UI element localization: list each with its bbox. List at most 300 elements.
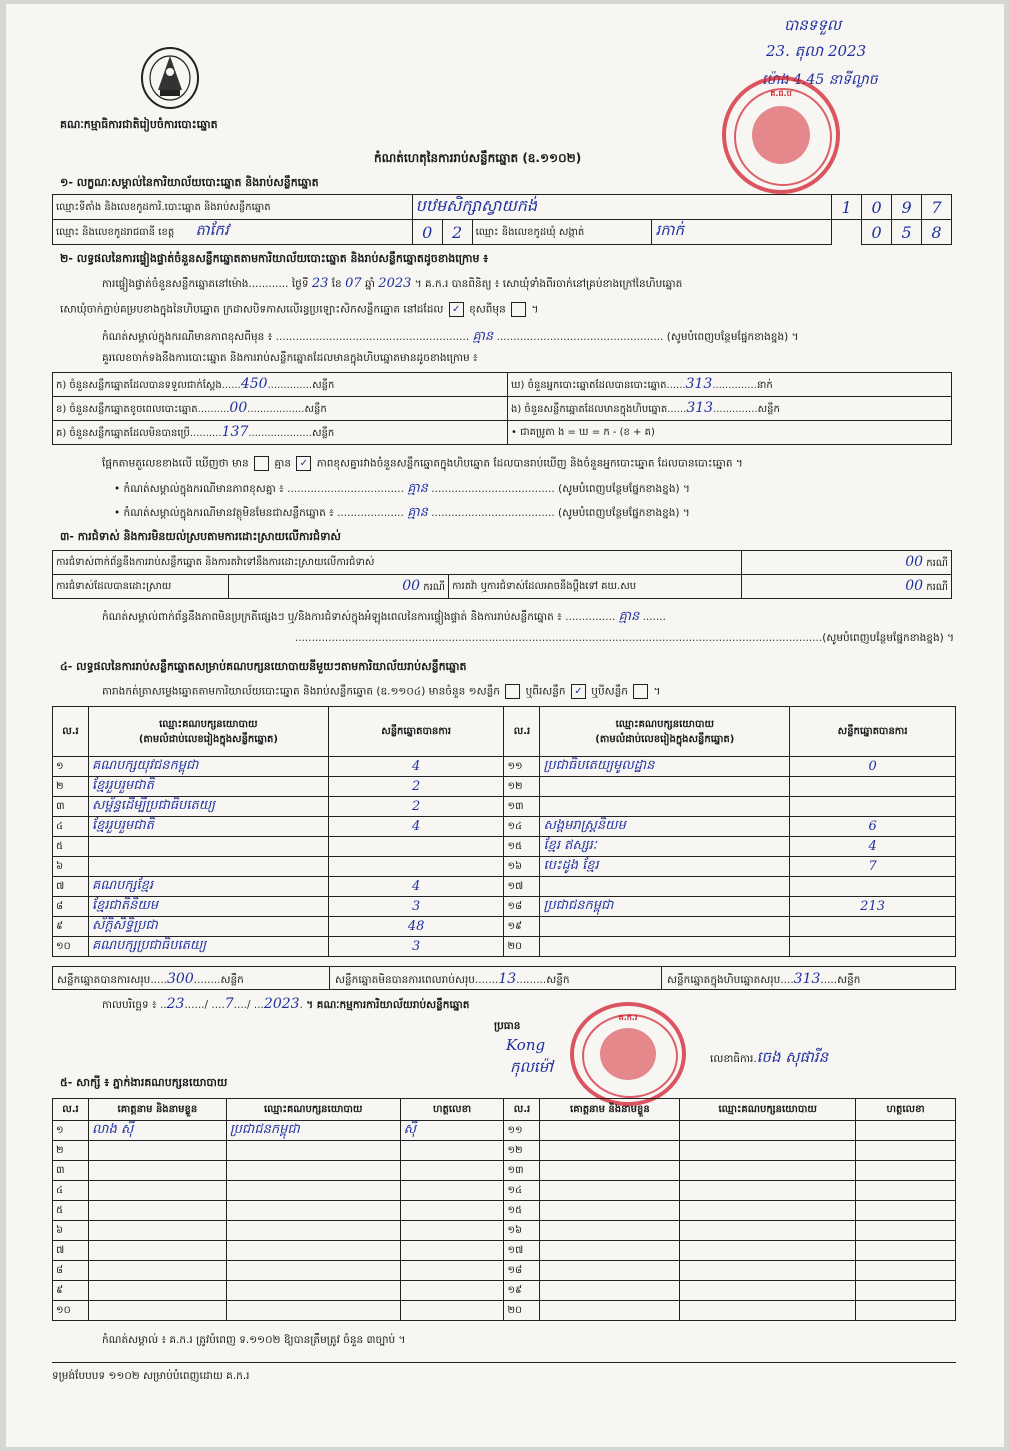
witness-signature: [856, 1281, 956, 1301]
party-row: [53, 937, 956, 957]
receipt-time: ម៉ោង 4.45 នាទីល្ងាច: [762, 72, 878, 88]
one-sheet-checkbox[interactable]: [505, 684, 520, 699]
row-number: ៣: [53, 1161, 89, 1181]
secretary-line: [710, 1048, 828, 1070]
party-name: ខ្មែរជាតិនិយម: [88, 897, 328, 917]
witness-party: [226, 1241, 400, 1261]
row-number: ១៤: [504, 1181, 540, 1201]
difference-check-line: [102, 456, 743, 473]
col-party: ឈ្មោះគណបក្សនយោបាយ: [159, 718, 258, 730]
party-name: ប្រជាជនកម្ពុជា: [540, 897, 790, 917]
nec-logo-icon: [136, 42, 204, 112]
party-name: ខ្មែររួបរួមជាតិ: [88, 777, 328, 797]
witness-signature: [856, 1121, 956, 1141]
receipt-line1: បានទទួល: [784, 16, 842, 34]
witness-signature: [400, 1161, 504, 1181]
party-row: [53, 857, 956, 877]
row-number: ១៨: [504, 1261, 540, 1281]
month-label: ខែ: [331, 278, 342, 290]
appeal-value: 00: [905, 578, 924, 594]
party-votes: [790, 777, 956, 797]
witness-party: [226, 1141, 400, 1161]
witness-row: [53, 1241, 956, 1261]
difference-note-line: កំណត់សម្គាល់ក្នុងករណីមានភាពខុសពីមុន ៖ .......................................................... គ្មាន .................................................. (សូមបំពេញបន្ថែមផ្នែកខាងខ្នង) ។: [102, 329, 799, 344]
row-number: ១៨: [504, 897, 540, 917]
col-party-sub: (តាមលំដាប់លេខរៀងក្នុងសន្លឹកឆ្នោត): [138, 733, 278, 745]
commune-value: រកាក់: [655, 221, 685, 239]
witness-party: [680, 1181, 856, 1201]
row-number: ១៤: [504, 817, 540, 837]
witness-name: [540, 1201, 680, 1221]
row-number: ១៩: [504, 917, 540, 937]
document-page: [6, 4, 1004, 1447]
total-invalid-label: សន្លឹកឆ្នោតមិនបានការពេលរាប់សរុប: [335, 974, 475, 986]
row-number: ១៥: [504, 837, 540, 857]
witness-party: [226, 1161, 400, 1181]
row-number: ១២: [504, 777, 540, 797]
case-label: ករណី: [926, 582, 948, 593]
party-votes: 213: [790, 897, 956, 917]
total-box-value: 313: [793, 971, 821, 987]
witness-signature: [856, 1161, 956, 1181]
diff-label: ខុសពីមុន: [469, 303, 506, 316]
section4-title: ៤- លទ្ធផលនៃការរាប់សន្លឹកឆ្នោតសម្រាប់គណបក្សនយោបាយនីមួយៗតាមការិយាល័យរាប់សន្លឹកឆ្នោត: [60, 660, 467, 673]
witness-footnote: កំណត់សម្គាល់ ៖ គ.ក.រ ត្រូវបំពេញ ទ.១១០២ ឱ្យបានត្រឹមត្រូវ ចំនួន ៣ច្បាប់ ។: [102, 1334, 406, 1346]
count-value: 450: [240, 376, 268, 392]
party-name: [540, 877, 790, 897]
witness-name: [540, 1181, 680, 1201]
party-name: ស័ក្តិសិទ្ធិប្រជា: [88, 917, 328, 937]
row-number: ៨: [53, 1261, 89, 1281]
party-row: [53, 797, 956, 817]
witness-row: [53, 1141, 956, 1161]
resolved-value: 00: [402, 578, 421, 594]
appeal-label: ការតវ៉ា ឬការជំទាស់ដែលអាចនឹងប្តឹងទៅ គឃ.សប: [449, 575, 742, 599]
party-name: គណបក្សខ្មែរ: [88, 877, 328, 897]
section2-title: ២- លទ្ធផលនៃការផ្ទៀងផ្ទាត់ចំនួនសន្លឹកឆ្នោតតាមការិយាល័យបោះឆ្នោត និងរាប់សន្លឹកឆ្នោតដូចខាងក្រោម ៖: [60, 252, 489, 265]
province-code-digit: 2: [452, 222, 463, 242]
diff-checkbox[interactable]: [511, 302, 526, 317]
count-value: 00: [229, 400, 248, 416]
witness-signature: [400, 1261, 504, 1281]
note2-value: គ្មាន: [407, 505, 428, 520]
verification-year: 2023: [378, 276, 412, 291]
same-checkbox[interactable]: ✓: [449, 302, 464, 317]
unit: សន្លឹក: [837, 974, 861, 986]
tally-sheet-intro: តារាងកត់ត្រាសម្លេងឆ្នោតតាមការិយាល័យបោះឆ្នោត និងរាប់សន្លឹកឆ្នោត (ឧ.១១០៤) មានចំនួន ១សន្លឹក: [102, 685, 500, 698]
col-no: ល.រ: [504, 1099, 540, 1121]
party-votes: [790, 877, 956, 897]
party-row: [53, 897, 956, 917]
witness-row: [53, 1221, 956, 1241]
committee-label: ។ គណៈកម្មការការិយាល័យរាប់សន្លឹកឆ្នោត: [306, 999, 470, 1011]
location-table: [52, 194, 952, 245]
witness-name: [540, 1301, 680, 1321]
col-party: ឈ្មោះគណបក្សនយោបាយ: [226, 1099, 400, 1121]
witness-name: [540, 1141, 680, 1161]
row-number: ៤: [53, 817, 89, 837]
row-number: ៣: [53, 797, 89, 817]
section1-title: ១- លក្ខណៈសម្គាល់នៃការិយាល័យបោះឆ្នោត និងរាប់សន្លឹកឆ្នោត: [60, 176, 319, 189]
witness-party: [680, 1121, 856, 1141]
row-number: ១៩: [504, 1281, 540, 1301]
col-no: ល.រ: [53, 1099, 89, 1121]
witness-signature: [400, 1141, 504, 1161]
row-number: ១: [53, 1121, 89, 1141]
witness-name: [88, 1141, 226, 1161]
date-line: កាលបរិច្ឆេទ ៖ ..23....../ ....7..../ ...2023. ។ គណៈកម្មការការិយាល័យរាប់សន្លឹកឆ្នោត: [102, 996, 470, 1012]
difference-check-suffix: ភាពខុសគ្នារវាងចំនួនសន្លឹកឆ្នោតក្នុងហិបឆ្នោត ដែលបានរាប់ឃើញ និងចំនួនអ្នកបោះឆ្នោត ដែលបានបោះឆ្នោត ។: [316, 457, 743, 470]
witness-row: [53, 1281, 956, 1301]
party-name: បេះដូង ខ្មែរ: [540, 857, 790, 877]
witness-name: [88, 1301, 226, 1321]
official-stamp-top: គ.ជ.ប: [722, 76, 840, 194]
row-number: ១៣: [504, 797, 540, 817]
chair-label: ប្រធាន: [494, 1020, 521, 1032]
case-label: ករណី: [423, 582, 445, 593]
witness-name: [88, 1281, 226, 1301]
col-sign: ហត្ថលេខា: [856, 1099, 956, 1121]
date-label: កាលបរិច្ឆេទ ៖: [102, 999, 157, 1011]
row-number: ២០: [504, 1301, 540, 1321]
witness-name: [88, 1221, 226, 1241]
count-unit: សន្លឹក: [311, 428, 335, 439]
witness-signature: [856, 1241, 956, 1261]
witness-row: [53, 1121, 956, 1141]
count-label: ង) ចំនួនសន្លឹកឆ្នោតដែលមានក្នុងហិបឆ្នោត: [511, 404, 668, 415]
secretary-name: ចេង សុផារីន: [756, 1048, 829, 1066]
unit: សន្លឹក: [220, 974, 244, 986]
location-code-digit: 1: [841, 197, 852, 217]
none-label: គ្មាន: [274, 457, 292, 470]
two-sheets-checkbox[interactable]: ✓: [571, 684, 586, 699]
party-results-table: [52, 706, 956, 957]
row-number: ១៥: [504, 1201, 540, 1221]
row-number: ២០: [504, 937, 540, 957]
party-row: [53, 817, 956, 837]
count-unit: សន្លឹក: [757, 404, 780, 415]
witness-row: [53, 1261, 956, 1281]
row-number: ១៧: [504, 1241, 540, 1261]
row-number: ១៣: [504, 1161, 540, 1181]
location-name-label: ឈ្មោះទីតាំង និងលេខកូដការិ.បោះឆ្នោត និងរាប់សន្លឹកឆ្នោត: [53, 195, 413, 220]
witness-name: [88, 1181, 226, 1201]
totals-row: សន្លឹកឆ្នោតបានការសរុប.....300........សន្លឹក សន្លឹកឆ្នោតមិនបានការពេលរាប់សរុប.......13.........សន្លឹក សន្លឹកឆ្នោតក្នុងហិបឆ្នោតសរុប....313.....សន្លឹក: [52, 966, 956, 990]
col-name: គោត្តនាម និងនាមខ្លួន: [88, 1099, 226, 1121]
two-sheets-label: ឬពីរសន្លឹក: [525, 685, 566, 698]
witness-signature: [856, 1141, 956, 1161]
party-name: [540, 937, 790, 957]
note1-label: • កំណត់សម្គាល់ក្នុងករណីមានភាពខុសគ្នា ៖: [114, 483, 284, 495]
party-votes: 4: [328, 757, 504, 777]
witness-name: [88, 1201, 226, 1221]
province-label: ឈ្មោះ និងលេខកូដរាជធានី ខេត្ត: [56, 227, 175, 238]
party-name: គណបក្សយុវជនកម្ពុជា: [88, 757, 328, 777]
count-label: ឃ) ចំនួនអ្នកបោះឆ្នោតដែលបានបោះឆ្នោត: [511, 380, 667, 391]
row-number: ១១: [504, 1121, 540, 1141]
note2-line: • កំណត់សម្គាល់ក្នុងករណីមានវត្ថុមិនមែនជាសន្លឹកឆ្នោត ៖ .................... គ្មាន ..................................... (សូមបំពេញបន្ថែមផ្នែកខាងខ្នង) ។: [114, 505, 690, 520]
col-party: ឈ្មោះគណបក្សនយោបាយ: [615, 718, 715, 730]
case-label: ករណី: [926, 558, 948, 569]
date-year: 2023: [263, 996, 300, 1012]
secretary-label: លេខាធិការ.: [710, 1053, 757, 1065]
party-votes: [328, 857, 504, 877]
resolved-label: ការជំទាស់ដែលបានដោះស្រាយ: [53, 575, 229, 599]
witness-party: [226, 1221, 400, 1241]
witness-party: [680, 1241, 856, 1261]
party-votes: 4: [790, 837, 956, 857]
row-number: ៥: [53, 1201, 89, 1221]
count-value: 313: [686, 400, 714, 416]
location-code-digit: 0: [871, 197, 882, 217]
count-label: ក) ចំនួនសន្លឹកឆ្នោតដែលបានទទួលជាក់ស្តែង: [56, 380, 222, 391]
party-row: [53, 877, 956, 897]
total-invalid-value: 13: [498, 971, 517, 987]
party-votes: 4: [328, 877, 504, 897]
party-name: [88, 837, 328, 857]
location-name-value: បឋមសិក្សាស្វាយកង់: [415, 196, 537, 215]
party-votes: 6: [790, 817, 956, 837]
row-number: ៨: [53, 897, 89, 917]
verification-time-line: [102, 276, 682, 293]
row-number: ៩: [53, 1281, 89, 1301]
section3-title: ៣- ការជំទាស់ និងការមិនយល់ស្របតាមការដោះស្រាយលើការជំទាស់: [60, 530, 341, 543]
date-day: 23: [166, 996, 185, 1012]
party-row: [53, 757, 956, 777]
three-sheets-label: ឬបីសន្លឹក: [591, 685, 628, 698]
row-number: ១៦: [504, 1221, 540, 1241]
party-votes: 0: [790, 757, 956, 777]
irregularity-note-line: កំណត់សម្គាល់ពាក់ព័ន្ធនឹងភាពមិនប្រក្រតីផ្សេងៗ ឬ/និងការជំទាស់ក្នុងអំឡុងពេលនៃការផ្ទៀងផ្ទាត់ និងការរាប់សន្លឹកឆ្នោត ៖ ............... គ្មាន .......: [102, 609, 666, 624]
row-number: ៦: [53, 857, 89, 877]
col-no: ល.រ: [504, 707, 540, 757]
party-votes: 2: [328, 797, 504, 817]
total-valid-value: 300: [167, 971, 194, 987]
row-number: ៩: [53, 917, 89, 937]
line-end: ។: [531, 303, 539, 316]
party-votes: 3: [328, 937, 504, 957]
party-votes: 7: [790, 857, 956, 877]
row-number: ៦: [53, 1221, 89, 1241]
row-number: ២: [53, 1141, 89, 1161]
party-name: ខ្មែរ ឥស្សរៈ: [540, 837, 790, 857]
complaints-table: [52, 550, 952, 599]
witness-party: [226, 1201, 400, 1221]
witness-party: [680, 1261, 856, 1281]
witness-party: [226, 1281, 400, 1301]
count-formula: • ជាគម្រូតា ង = ឃ = ក - (ខ + គ): [511, 427, 655, 438]
receipt-date: 23. តុលា 2023: [766, 42, 867, 60]
party-name: [88, 857, 328, 877]
form-footer-note: ទម្រង់បែបបទ ១១០២ សម្រាប់បំពេញដោយ គ.ក.រ: [52, 1370, 250, 1382]
col-name: គោត្តនាម និងនាមខ្លួន: [540, 1099, 680, 1121]
row-number: ៧: [53, 1241, 89, 1261]
count-unit: នាក់: [756, 380, 773, 391]
complaints-label: ការជំទាស់ពាក់ព័ន្ធនឹងការរាប់សន្លឹកឆ្នោត និងការតវ៉ាទៅនឹងការដោះស្រាយលើការជំទាស់: [53, 551, 742, 575]
fill-note: (សូមបំពេញបន្ថែមផ្នែកខាងខ្នង) ។: [558, 483, 690, 495]
witness-row: [53, 1201, 956, 1221]
location-code-digit: 9: [901, 197, 912, 217]
witness-signature: [856, 1261, 956, 1281]
party-votes: 3: [328, 897, 504, 917]
witness-name: [540, 1241, 680, 1261]
witness-party: [226, 1181, 400, 1201]
province-value: តាកែវ: [195, 221, 229, 239]
counts-intro: គួរលេខចាក់ទងនឹងការបោះឆ្នោត និងការរាប់សន្លឹកឆ្នោតដែលមានក្នុងហិបឆ្នោតមានដូចខាងក្រោម ៖: [102, 352, 478, 364]
party-name: [540, 797, 790, 817]
row-number: ២: [53, 777, 89, 797]
witness-name: [88, 1241, 226, 1261]
has-difference-checkbox[interactable]: [254, 456, 269, 471]
witness-table: [52, 1098, 956, 1321]
party-name: សម្ព័ន្ធដើម្បីប្រជាធិបតេយ្យ: [88, 797, 328, 817]
fill-note: (សូមបំពេញបន្ថែមផ្នែកខាងខ្នង) ។: [666, 331, 799, 343]
witness-signature: [400, 1221, 504, 1241]
row-number: ១០: [53, 937, 89, 957]
year-label: ឆ្នាំ: [364, 278, 375, 290]
row-number: ១២: [504, 1141, 540, 1161]
footer-divider: [52, 1362, 956, 1363]
witness-signature: [856, 1221, 956, 1241]
commune-code-digit: 5: [901, 222, 912, 242]
row-number: ១៧: [504, 877, 540, 897]
verification-prefix: ការផ្ទៀងផ្ទាត់ចំនួនសន្លឹកឆ្នោតនៅម៉ោង............ ថ្ងៃទី: [102, 278, 309, 290]
total-box-label: សន្លឹកឆ្នោតក្នុងហិបឆ្នោតសរុប: [667, 974, 781, 986]
witness-signature: ស៊ី: [400, 1121, 504, 1141]
col-party: ឈ្មោះគណបក្សនយោបាយ: [680, 1099, 856, 1121]
row-number: ១: [53, 757, 89, 777]
col-votes: សន្លឹកឆ្នោតបានការ: [328, 707, 504, 757]
col-votes: សន្លឹកឆ្នោតបានការ: [790, 707, 956, 757]
verification-day: 23: [311, 276, 329, 291]
party-name: គណបក្សប្រជាធិបតេយ្យ: [88, 937, 328, 957]
witness-signature: [400, 1201, 504, 1221]
party-name: [540, 917, 790, 937]
difference-note-label: កំណត់សម្គាល់ក្នុងករណីមានភាពខុសពីមុន ៖: [102, 331, 273, 343]
difference-note-value: គ្មាន: [472, 329, 494, 344]
count-value: 137: [221, 424, 249, 440]
ballot-count-table: ក) ចំនួនសន្លឹកឆ្នោតដែលបានទទួលជាក់ស្តែង......450..............សន្លឹក ឃ) ចំនួនអ្នកបោះឆ្នោតដែលបានបោះឆ្នោត......313..............នាក់ ខ) ចំនួនសន្លឹកឆ្នោតខូចពេលបោះឆ្នោត..........00..................សន្លឹក ង) ចំនួនសន្លឹកឆ្នោតដែលមានក្នុងហិបឆ្នោត......313..............សន្លឹក គ) ចំនួនសន្លឹកឆ្នោតដែលមិនបានប្រើ..........137....................សន្លឹក • ជាគម្រូតា ង = ឃ = ក - (ខ + គ): [52, 372, 952, 445]
party-votes: 48: [328, 917, 504, 937]
row-number: ៤: [53, 1181, 89, 1201]
count-label: គ) ចំនួនសន្លឹកឆ្នោតដែលមិនបានប្រើ: [56, 428, 190, 439]
no-difference-checkbox[interactable]: ✓: [296, 456, 311, 471]
chair-name: កុលម៉ៅ: [510, 1058, 553, 1076]
fill-note: (សូមបំពេញបន្ថែមផ្នែកខាងខ្នង) ។: [558, 507, 690, 519]
col-sign: ហត្ថលេខា: [400, 1099, 504, 1121]
note1-value: គ្មាន: [407, 481, 428, 496]
witness-name: [540, 1161, 680, 1181]
commune-label: ឈ្មោះ និងលេខកូដឃុំ សង្កាត់: [472, 220, 652, 245]
witness-party: [680, 1161, 856, 1181]
party-name: ខ្មែររួបរួមជាតិ: [88, 817, 328, 837]
note2-label: • កំណត់សម្គាល់ក្នុងករណីមានវត្ថុមិនមែនជាសន្លឹកឆ្នោត ៖: [114, 507, 334, 519]
difference-check-prefix: ផ្អែកតាមតួលេខខាងលើ ឃើញថា មាន: [102, 457, 249, 470]
irregularity-fill-line: ..............................................................................................................................................................(សូមបំពេញបន្ថែមផ្នែកខាងខ្នង) ។: [294, 632, 954, 644]
witness-signature: [400, 1181, 504, 1201]
commune-code-digit: 8: [931, 222, 942, 242]
party-name: [540, 777, 790, 797]
witness-name: [88, 1161, 226, 1181]
row-number: ១៦: [504, 857, 540, 877]
date-month: 7: [224, 996, 234, 1012]
witness-row: [53, 1181, 956, 1201]
witness-signature: [856, 1181, 956, 1201]
committee-name: គណៈកម្មាធិការជាតិរៀបចំការបោះឆ្នោត: [60, 118, 218, 131]
witness-party: [226, 1301, 400, 1321]
witness-signature: [856, 1201, 956, 1221]
commune-code-digit: 0: [871, 222, 882, 242]
witness-signature: [400, 1241, 504, 1261]
seal-status-text: សោឃុំចាក់ភ្ជាប់គម្របខាងក្នុងនៃហិបឆ្នោត ក្រដាសបិទភាសលើរន្ធប្រឡោះសិកសន្លឹកឆ្នោត នៅដដែល: [60, 303, 444, 316]
tally-sheet-line: តារាងកត់ត្រាសម្លេងឆ្នោតតាមការិយាល័យបោះឆ្នោត និងរាប់សន្លឹកឆ្នោត (ឧ.១១០៤) មានចំនួន ១សន្លឹក ឬពីរសន្លឹក ✓ ឬបីសន្លឹក ។: [102, 685, 661, 698]
row-number: ១០: [53, 1301, 89, 1321]
count-unit: សន្លឹក: [312, 380, 335, 391]
witness-party: [680, 1141, 856, 1161]
official-stamp-bottom: គ.ក.រ: [570, 1002, 686, 1106]
section5-title: ៥- សាក្សី ៖ ភ្នាក់ងារគណបក្សនយោបាយ: [60, 1076, 228, 1089]
party-row: [53, 837, 956, 857]
verification-month: 07: [345, 276, 362, 291]
party-votes: [790, 937, 956, 957]
party-votes: [790, 797, 956, 817]
note1-line: • កំណត់សម្គាល់ក្នុងករណីមានភាពខុសគ្នា ៖ ................................... គ្មាន ..................................... (សូមបំពេញបន្ថែមផ្នែកខាងខ្នង) ។: [114, 481, 690, 496]
chair-signature: Kong: [506, 1036, 546, 1054]
witness-signature: [856, 1301, 956, 1321]
witness-party: [680, 1201, 856, 1221]
party-votes: [328, 837, 504, 857]
party-name: ប្រជាធិបតេយ្យមូលដ្ឋាន: [540, 757, 790, 777]
witness-name: [540, 1261, 680, 1281]
party-votes: 2: [328, 777, 504, 797]
witness-name: លាង ស៊ី: [88, 1121, 226, 1141]
count-label: ខ) ចំនួនសន្លឹកឆ្នោតខូចពេលបោះឆ្នោត: [56, 404, 198, 415]
party-votes: [790, 917, 956, 937]
witness-signature: [400, 1281, 504, 1301]
witness-name: [540, 1281, 680, 1301]
party-row: [53, 917, 956, 937]
document-title: កំណត់ហេតុនៃការរាប់សន្លឹកឆ្នោត (ឧ.១១០២): [374, 151, 582, 165]
col-party-sub: (តាមលំដាប់លេខរៀងក្នុងសន្លឹកឆ្នោត): [595, 733, 735, 745]
location-code-digit: 7: [931, 197, 942, 217]
row-number: ៧: [53, 877, 89, 897]
row-number: ១១: [504, 757, 540, 777]
verification-suffix: ។ គ.ក.រ បានពិនិត្យ ៖ សោឃុំទាំងពីរចាក់នៅគ្រប់ខាងក្រៅនៃហិបឆ្នោត: [414, 278, 683, 290]
row-number: ៥: [53, 837, 89, 857]
province-code-digit: 0: [422, 222, 433, 242]
witness-name: [540, 1121, 680, 1141]
witness-party: ប្រជាជនកម្ពុជា: [226, 1121, 400, 1141]
party-votes: 4: [328, 817, 504, 837]
witness-party: [680, 1301, 856, 1321]
fill-note: (សូមបំពេញបន្ថែមផ្នែកខាងខ្នង) ។: [822, 632, 954, 644]
witness-name: [540, 1221, 680, 1241]
col-no: ល.រ: [53, 707, 89, 757]
witness-party: [680, 1221, 856, 1241]
irregularity-note-label: កំណត់សម្គាល់ពាក់ព័ន្ធនឹងភាពមិនប្រក្រតីផ្សេងៗ ឬ/និងការជំទាស់ក្នុងអំឡុងពេលនៃការផ្ទៀងផ្ទាត់ និងការរាប់សន្លឹកឆ្នោត ៖: [102, 611, 562, 623]
total-valid-label: សន្លឹកឆ្នោតបានការសរុប: [57, 974, 151, 986]
witness-name: [88, 1261, 226, 1281]
party-row: [53, 777, 956, 797]
three-sheets-checkbox[interactable]: [633, 684, 648, 699]
witness-party: [680, 1281, 856, 1301]
complaints-value: 00: [905, 554, 924, 570]
seal-status-line: [60, 302, 538, 319]
count-unit: សន្លឹក: [304, 404, 327, 415]
witness-row: [53, 1301, 956, 1321]
witness-row: [53, 1161, 956, 1181]
party-name: សង្គមរាស្ត្រនិយម: [540, 817, 790, 837]
